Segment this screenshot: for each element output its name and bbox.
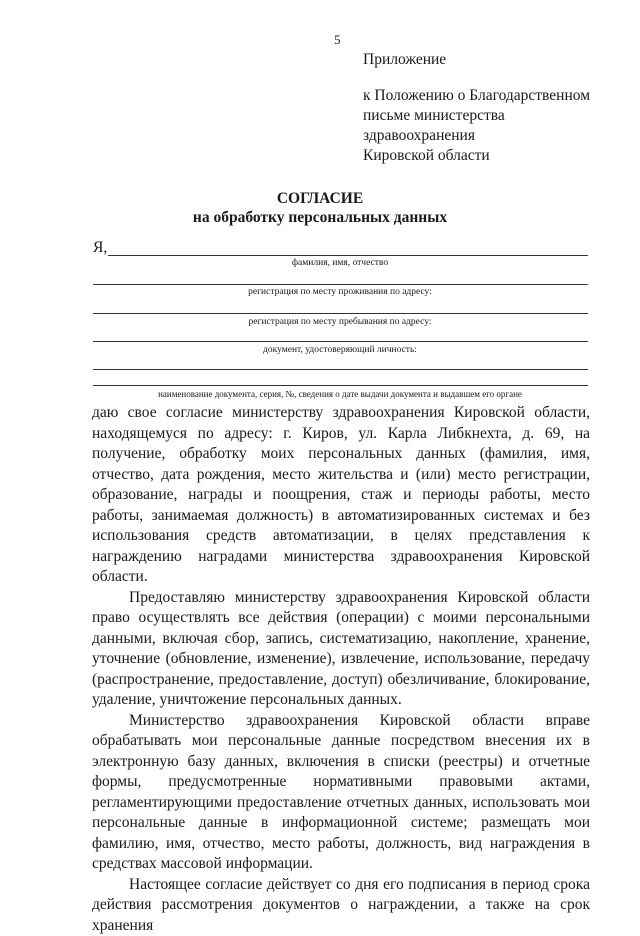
document-subtitle: на обработку персональных данных (0, 209, 640, 227)
page-number: 5 (334, 32, 341, 48)
caption-document-details: наименование документа, серия, №, сведения о дате выдачи документа и выдавшем его органе (0, 389, 640, 399)
ya-label: Я, (93, 239, 107, 257)
paragraph: Настоящее согласие действует со дня его подписания в период срока действия рассмотрения документов о награждении, а также на срок хранения (92, 875, 590, 936)
document-title: СОГЛАСИЕ (0, 190, 640, 208)
caption-fio: фамилия, имя, отчество (0, 258, 640, 268)
appendix-line: Кировской области (363, 146, 490, 166)
appendix-line: письме министерства (363, 106, 505, 126)
consent-body (92, 403, 590, 936)
residence-field-line-2[interactable] (93, 313, 588, 314)
fio-field-line[interactable] (108, 255, 588, 256)
paragraph: Министерство здравоохранения Кировской области вправе обрабатывать мои персональные данные посредством внесения их в электронную базу данных, включения в списки (реестры) и отчетные формы, предусмотренные нормативными правовыми актами, регламентирующими предоставление отчетных данных, использовать мои персональные данные в информационной системе; размещать мои фамилию, имя, отчество, место работы, должность, вид награждения в средствах массовой информации. (92, 711, 590, 875)
stay-field-line[interactable] (93, 341, 588, 342)
residence-field-line[interactable] (93, 284, 588, 285)
caption-residence: регистрация по месту проживания по адресу: (0, 287, 640, 297)
appendix-line: к Положению о Благодарственном (363, 86, 590, 106)
caption-stay: регистрация по месту пребывания по адресу: (0, 317, 640, 327)
paragraph: Предоставляю министерству здравоохранения Кировской области право осуществлять все действия (операции) с моими персональными данными, включая сбор, запись, систематизацию, накопление, хранение, уточнение (обновление, изменение), извлечение, использование, передачу (распространение, предоставление, доступ) обезличивание, блокирование, удаление, уничтожение персональных данных. (92, 588, 590, 711)
caption-id-document: документ, удостоверяющий личность: (0, 345, 640, 355)
paragraph: даю свое согласие министерству здравоохранения Кировской области, находящемуся по адресу: г. Киров, ул. Карла Либкнехта, д. 69, на получение, обработку моих персональных данных (фамилия, имя, отчество, дата рождения, место жительства и (или) место регистрации, образование, награды и поощрения, стаж и периоды работы, место работы, занимаемая должность) в автоматизированных системах и без использования средств автоматизации, в целях представления к награждению наградами министерства здравоохранения Кировской области. (92, 403, 590, 588)
id-document-field-line-2[interactable] (93, 385, 588, 386)
id-document-field-line[interactable] (93, 369, 588, 370)
appendix-line: здравоохранения (363, 126, 475, 146)
appendix-title: Приложение (363, 50, 446, 70)
